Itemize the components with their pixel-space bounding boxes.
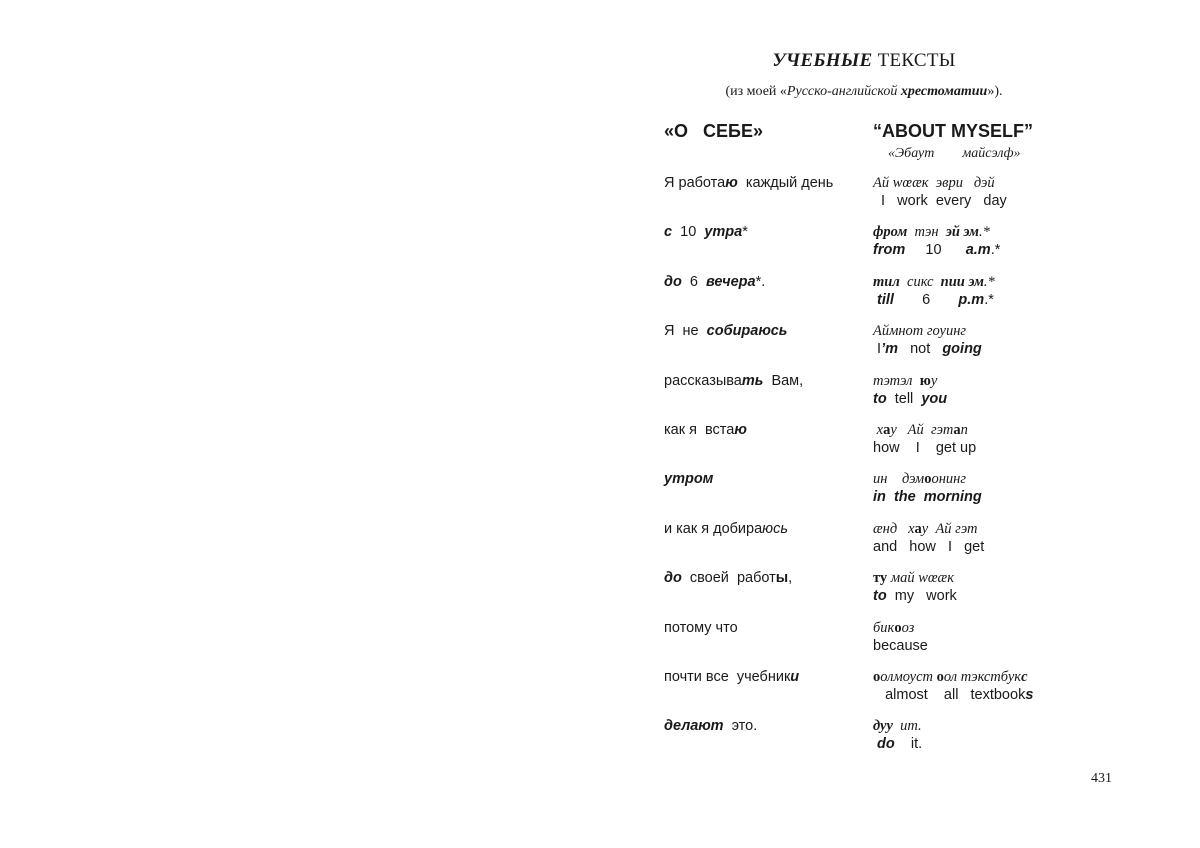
english-phrase [873,341,982,357]
english-phrase-segment: ’m [881,341,898,358]
transcription-segment: æнд х [873,520,915,537]
transcription-segment: дуу [873,718,893,735]
english-phrase-segment: do [873,736,895,753]
subtitle-part: хрестоматии [900,84,988,99]
russian-phrase [664,422,747,438]
text-row [0,422,1200,466]
russian-phrase [664,224,748,240]
english-phrase-segment: a.m [965,242,991,259]
text-row [0,323,1200,367]
english-phrase-segment: how I get up [873,440,977,456]
transcription-segment: у [930,372,938,389]
transcription-segment: май wœæк [887,570,954,587]
transcription-segment: ин дэм [873,471,925,488]
russian-phrase-segment: это. [723,718,758,735]
text-row [0,570,1200,614]
english-phrase [873,638,928,654]
text-row [0,224,1200,268]
transcription [873,422,968,439]
russian-phrase-segment: как я вста [664,422,735,438]
russian-phrase-segment: каждый день [737,175,834,191]
english-phrase [873,292,994,308]
transcription-segment: ю [919,372,931,389]
english-phrase-segment: s [1025,687,1034,703]
transcription-segment: .* [983,273,995,290]
english-phrase-segment: tell [886,390,922,407]
transcription [873,669,1028,686]
russian-phrase-segment: до [664,273,682,290]
english-phrase-segment: .* [984,291,994,308]
subtitle-part: Русско-английской [786,84,898,99]
english-phrase [873,391,947,407]
transcription [873,471,966,488]
transcription-segment: о [924,471,932,488]
transcription-segment: тэтэл [873,372,920,389]
transcription-segment: пии эм [940,273,984,290]
transcription-segment: тэн [907,224,946,241]
transcription [873,373,937,390]
transcription-segment: х [873,422,884,438]
transcription-segment: ту [873,570,888,587]
russian-phrase-segment: собираюсь [706,323,788,340]
russian-phrase-segment: Я не [664,323,707,340]
russian-phrase-segment: утром [664,471,714,488]
transcription-segment: у Ай гэт [921,520,978,537]
text-row [0,620,1200,664]
text-row [0,521,1200,565]
english-phrase-segment: to [873,588,887,605]
transcription-segment: фром [873,224,908,241]
russian-phrase [664,620,738,636]
english-phrase-segment: going [942,341,982,358]
english-phrase-segment: I work every day [873,193,1007,209]
english-phrase-segment: you [921,390,948,407]
transcription-segment: тил [873,273,900,290]
russian-phrase-segment: ю [725,175,738,191]
transcription-segment: Ай wœæк эври дэй [873,175,995,191]
title-bold: УЧЕБНЫЕ [772,50,873,71]
russian-phrase [664,373,803,389]
russian-phrase-segment: , [788,570,793,587]
transcription-segment: у Ай гэт [890,422,954,438]
english-phrase-segment: till [873,291,894,308]
english-phrase-segment: I [873,341,882,358]
russian-phrase-segment: * [742,224,748,241]
english-phrase [873,193,1007,209]
page-title [664,50,1064,72]
subtitle-part: »). [987,84,1003,99]
transcription-segment: с [1021,669,1028,685]
russian-phrase-segment: *. [755,273,766,290]
text-row [0,274,1200,318]
russian-phrase [664,471,713,487]
english-phrase-segment: from [873,242,906,259]
transcription-segment: олмоуст [880,669,937,685]
english-phrase-segment: p.m [958,291,985,308]
transcription-segment: эй эм [945,224,979,241]
transcription [873,274,995,291]
title-rest: ТЕКСТЫ [872,50,956,71]
text-row [0,175,1200,219]
english-phrase-segment: 10 [905,242,966,259]
english-phrase-segment: my work [886,588,957,605]
russian-phrase-segment: с [664,224,673,241]
russian-phrase-segment: вечера [706,273,756,290]
transcription-segment: п [960,422,968,438]
transcription-segment: оз [901,619,915,636]
english-phrase [873,687,1033,703]
transcription-segment: ол тэкстбук [943,669,1022,685]
transcription [873,570,954,587]
transcription-segment: а [883,422,891,438]
transcription-segment: сикс [899,273,941,290]
russian-phrase-segment: потому что [664,619,738,636]
russian-phrase-segment: 10 [672,224,705,241]
transcription-segment: о [936,669,944,685]
english-phrase [873,489,982,505]
transcription [873,175,995,192]
russian-phrase [664,521,788,537]
russian-phrase-segment: Вам, [763,372,804,389]
text-row [0,718,1200,762]
russian-phrase-segment: юсь [762,520,788,537]
transcription-segment: а [914,520,922,537]
english-phrase-segment: because [873,637,928,654]
transcription-segment: .* [978,224,990,241]
transcription-segment: бик [873,619,895,636]
russian-phrase-segment: и [790,669,800,685]
english-column-title: “ABOUT MYSELF” [873,121,1033,141]
english-phrase [873,588,957,604]
transcription [873,718,922,735]
russian-phrase [664,323,787,339]
transcription-segment: онинг [931,471,966,488]
english-phrase [873,539,984,555]
russian-phrase [664,570,792,586]
transcription [873,323,966,340]
russian-phrase-segment: рассказыва [664,372,742,389]
russian-phrase-segment: ы [775,570,789,587]
russian-column-title: «О СЕБЕ» [664,121,763,141]
russian-phrase-segment: утра [704,224,743,241]
transcription-segment: Аймнот гоуинг [873,323,967,340]
transcription [873,224,990,241]
transcription [873,521,978,538]
russian-phrase-segment: своей работ [681,570,776,587]
transcription-segment: ит. [892,718,922,735]
russian-phrase-segment: почти все учебник [664,669,791,685]
english-phrase-segment: 6 [893,291,959,308]
english-phrase-segment: it. [894,736,923,753]
russian-phrase [664,718,757,734]
transcription-segment: о [873,669,881,685]
russian-phrase [664,669,799,685]
russian-phrase-segment: делают [664,718,724,735]
transcription-segment: а [953,422,961,438]
english-phrase-segment: and how I get [873,538,985,555]
english-phrase [873,736,922,752]
english-title-transcription: «Эбаут майсэлф» [888,146,1021,161]
english-phrase [873,242,1000,258]
russian-phrase-segment: ть [741,372,764,389]
text-row [0,373,1200,417]
russian-phrase [664,175,833,191]
english-phrase-segment: to [873,390,887,407]
english-phrase-segment: almost all textbook [873,687,1026,703]
page-number: 431 [1091,771,1112,786]
english-phrase-segment: not [897,341,943,358]
english-phrase [873,440,976,456]
english-phrase-segment: in the morning [873,489,982,506]
russian-phrase-segment: Я работа [664,175,726,191]
transcription [873,620,914,637]
russian-phrase-segment: 6 [681,273,707,290]
text-row [0,471,1200,515]
english-phrase-segment: .* [990,242,1001,259]
russian-phrase-segment: до [664,570,682,587]
page-subtitle [664,84,1064,100]
russian-phrase-segment: и как я добира [664,520,763,537]
transcription-segment: о [894,619,902,636]
subtitle-part: (из моей « [725,84,787,99]
text-row [0,669,1200,713]
russian-phrase [664,274,765,290]
russian-phrase-segment: ю [734,422,747,438]
